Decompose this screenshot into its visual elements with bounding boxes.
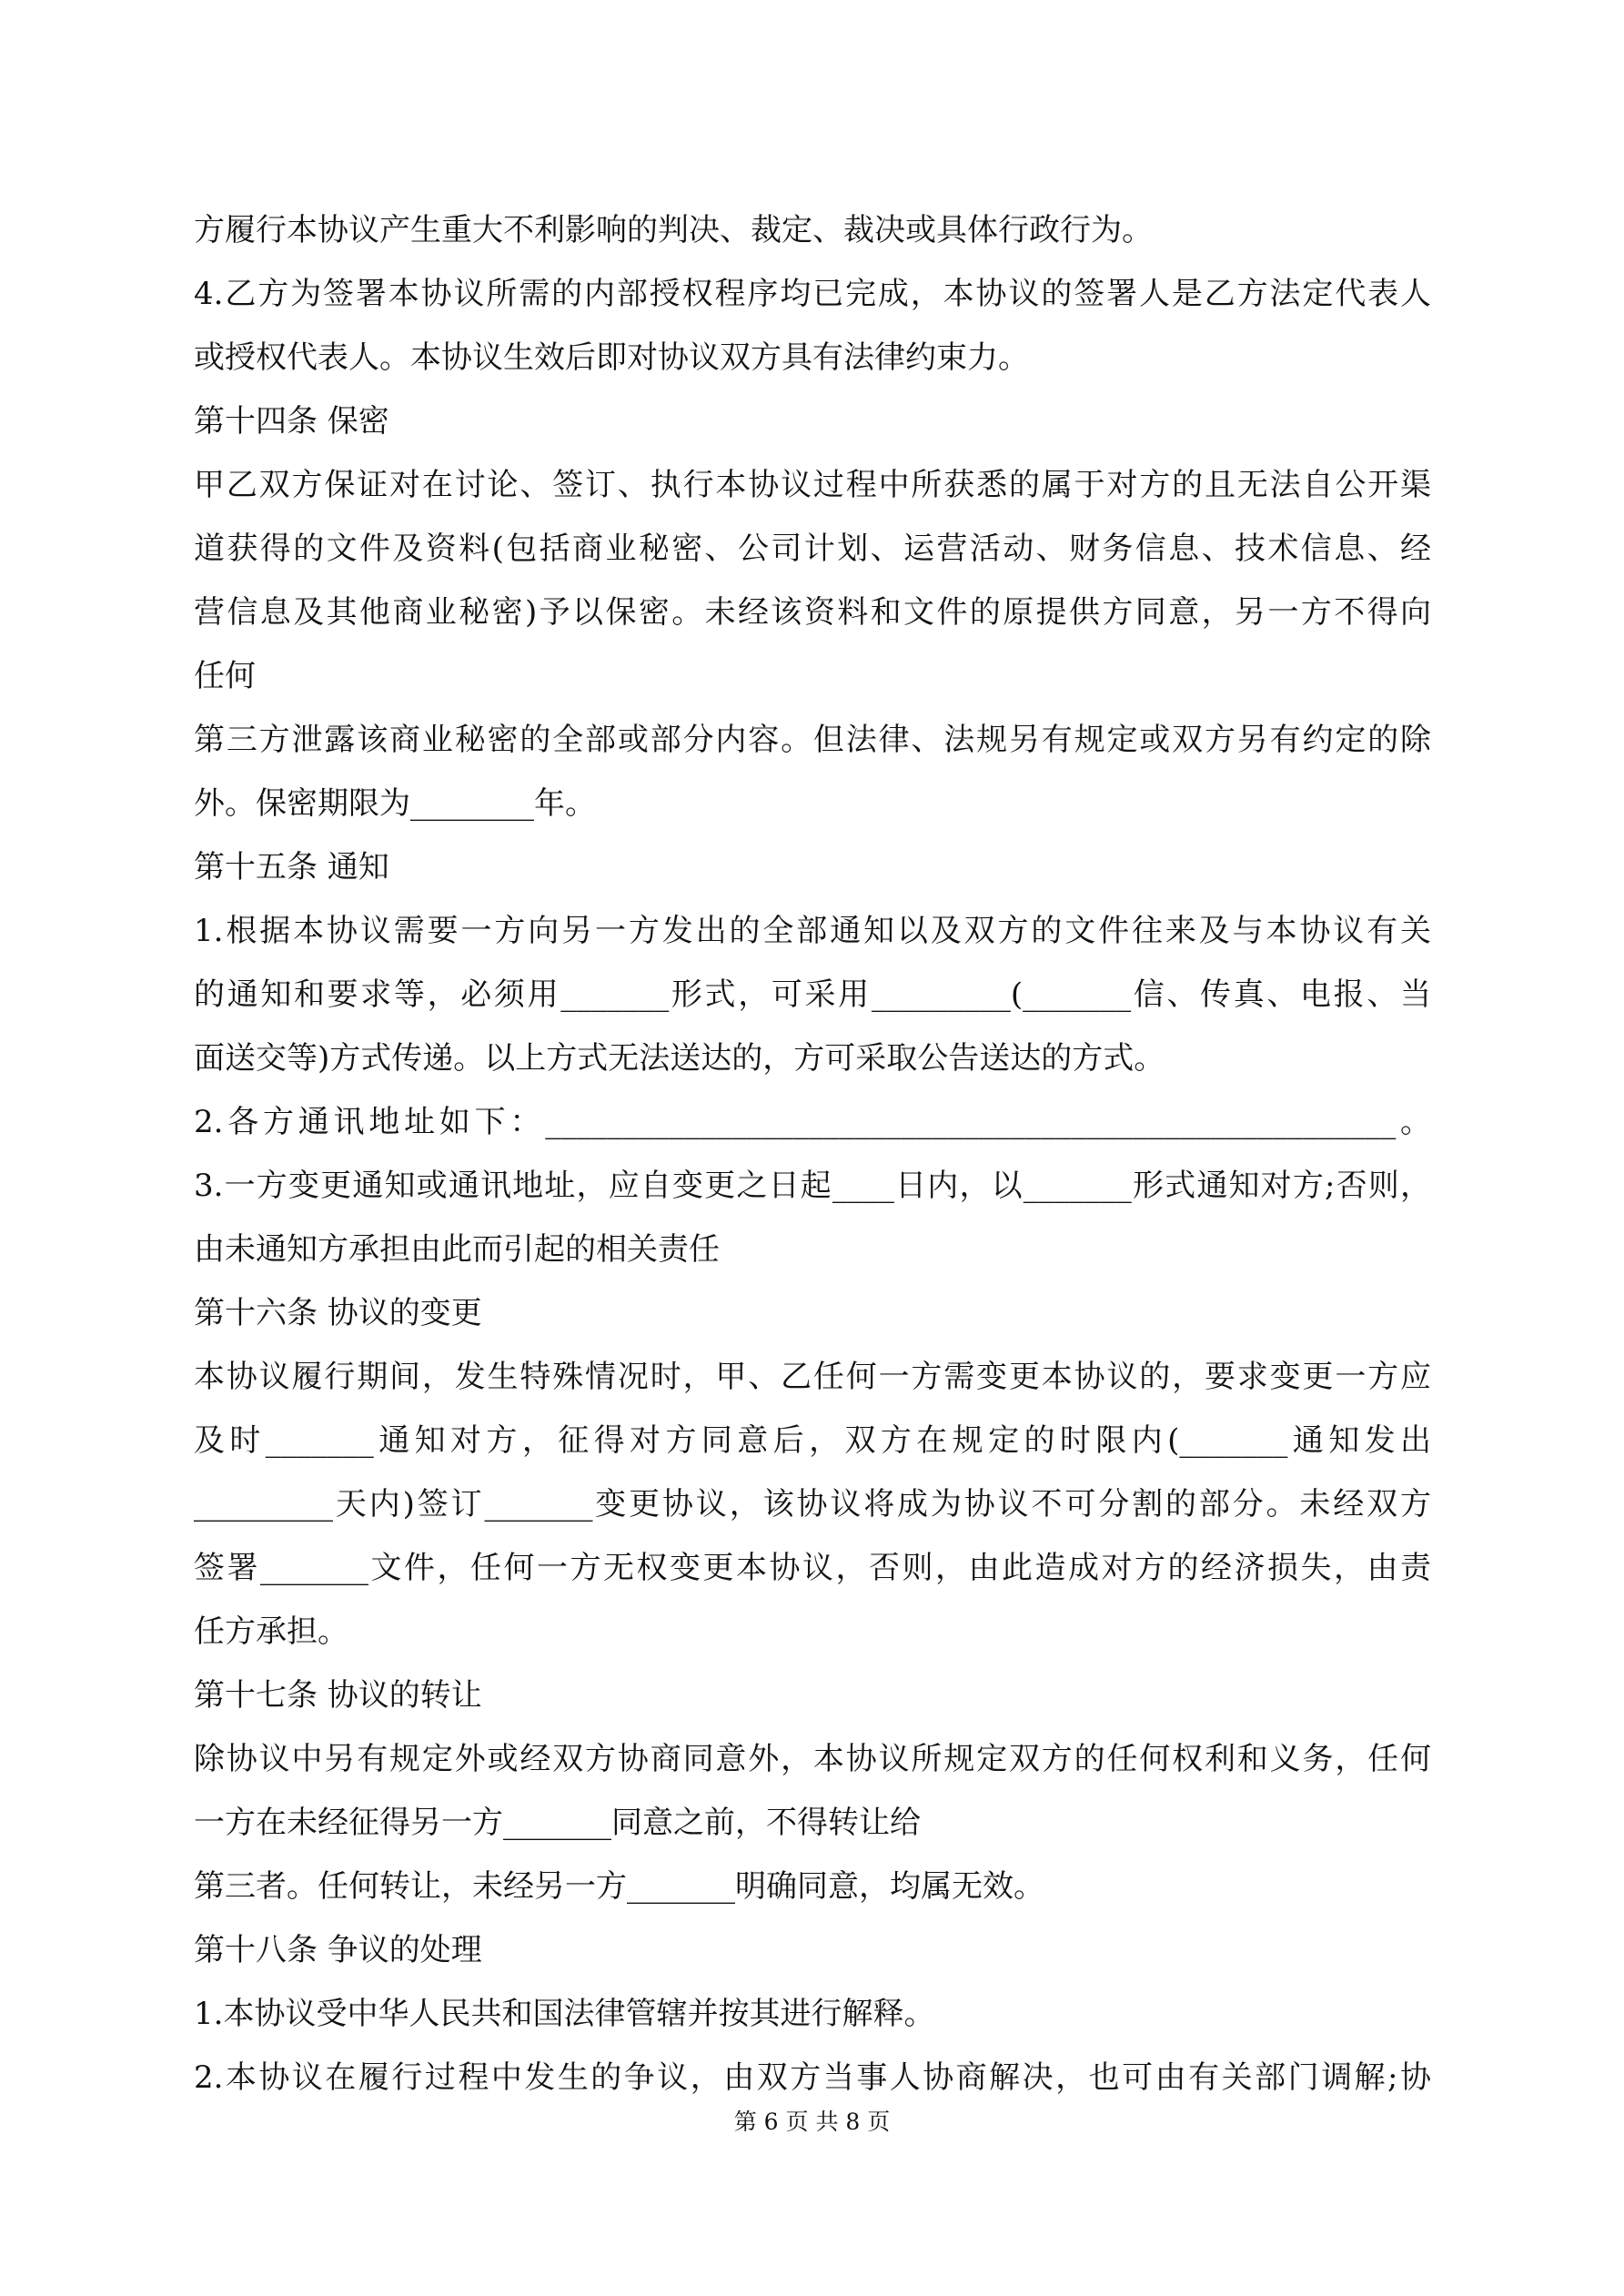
text-line: 第十四条 保密 — [194, 403, 389, 440]
text-line: 1.本协议受中华人民共和国法律管辖并按其进行解释。 — [194, 1996, 935, 2032]
text-line: 甲乙双方保证对在讨论、签订、执行本协议过程中所获悉的属于对方的且无法自公开渠 — [194, 467, 1431, 503]
text-line: 第十五条 通知 — [194, 849, 389, 885]
text-line: 道获得的文件及资料(包括商业秘密、公司计划、运营活动、财务信息、技术信息、经 — [194, 531, 1431, 567]
document-body — [194, 198, 1431, 2109]
text-line: 一方在未经征得另一方_______同意之前，不得转让给 — [194, 1805, 921, 1841]
text-line: 由未通知方承担由此而引起的相关责任 — [194, 1231, 720, 1268]
text-line: 或授权代表人。本协议生效后即对协议双方具有法律约束力。 — [194, 339, 1029, 376]
page-number: 第 6 页 共 8 页 — [733, 2109, 891, 2135]
text-line: 营信息及其他商业秘密)予以保密。未经该资料和文件的原提供方同意，另一方不得向 — [194, 594, 1431, 631]
text-line: 面送交等)方式传递。以上方式无法送达的，方可采取公告送达的方式。 — [194, 1040, 1165, 1077]
text-line: 及时_______通知对方，征得对方同意后，双方在规定的时限内(_______通知发出 — [194, 1422, 1431, 1459]
text-line: _________天内)签订_______变更协议，该协议将成为协议不可分割的部分。未经双方 — [194, 1486, 1431, 1522]
text-line: 方履行本协议产生重大不利影响的判决、裁定、裁决或具体行政行为。 — [194, 212, 1153, 248]
text-line: 的通知和要求等，必须用_______形式，可采用_________(_______信、传真、电报、当 — [194, 976, 1431, 1013]
text-line: 本协议履行期间，发生特殊情况时，甲、乙任何一方需变更本协议的，要求变更一方应 — [194, 1359, 1431, 1395]
text-line: 第十六条 协议的变更 — [194, 1295, 482, 1331]
text-line: 4.乙方为签署本协议所需的内部授权程序均已完成，本协议的签署人是乙方法定代表人 — [194, 276, 1431, 312]
text-line: 任何 — [194, 658, 256, 694]
text-line: 2.各方通讯地址如下：_______________________________________________________。 — [194, 1104, 1431, 1140]
text-line: 第十七条 协议的转让 — [194, 1677, 482, 1714]
text-line: 3.一方变更通知或通讯地址，应自变更之日起____日内，以_______形式通知对方;否则， — [194, 1168, 1431, 1204]
text-line: 签署_______文件，任何一方无权变更本协议，否则，由此造成对方的经济损失，由责 — [194, 1550, 1431, 1586]
text-line: 任方承担。 — [194, 1613, 348, 1650]
text-line: 除协议中另有规定外或经双方协商同意外，本协议所规定双方的任何权利和义务，任何 — [194, 1741, 1431, 1777]
text-line: 第三方泄露该商业秘密的全部或部分内容。但法律、法规另有规定或双方另有约定的除 — [194, 722, 1431, 758]
text-line: 第三者。任何转让，未经另一方_______明确同意，均属无效。 — [194, 1868, 1044, 1905]
text-line: 第十八条 争议的处理 — [194, 1932, 482, 1968]
text-line: 外。保密期限为________年。 — [194, 785, 596, 822]
text-line: 1.根据本协议需要一方向另一方发出的全部通知以及双方的文件往来及与本协议有关 — [194, 913, 1431, 949]
text-line: 2.本协议在履行过程中发生的争议，由双方当事人协商解决，也可由有关部门调解;协 — [194, 2059, 1431, 2096]
